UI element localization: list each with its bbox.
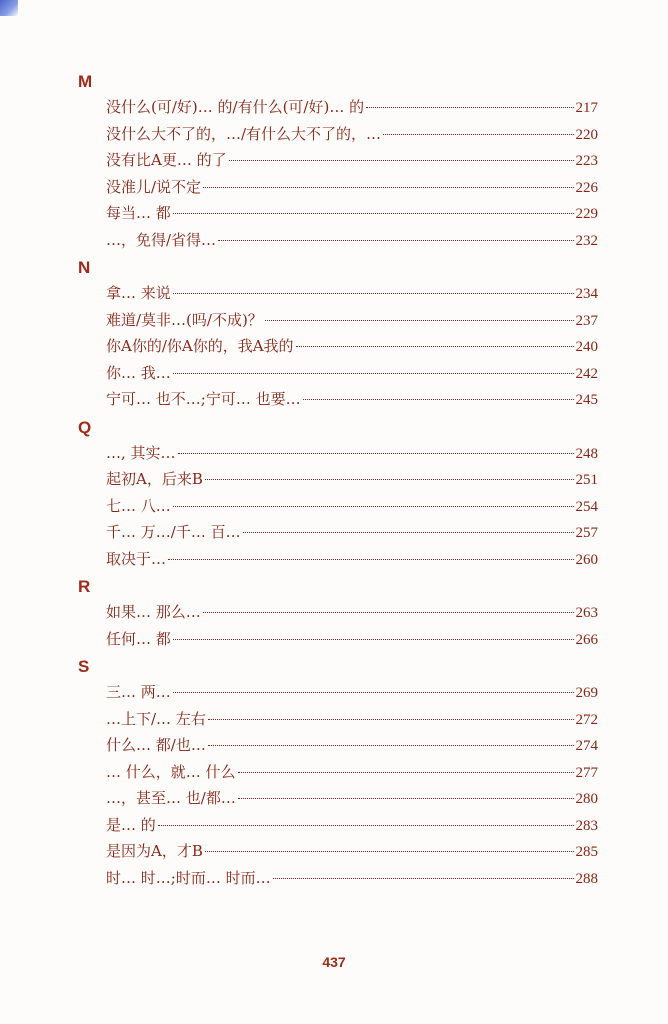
entry-page-number: 248 <box>575 445 598 462</box>
dotted-leader <box>173 639 574 640</box>
dotted-leader <box>238 798 574 799</box>
index-entry <box>106 280 598 307</box>
entry-text: 如果… 那么… <box>106 603 201 621</box>
dotted-leader <box>303 399 574 400</box>
dotted-leader <box>229 160 574 161</box>
dotted-leader <box>243 532 574 533</box>
dotted-leader <box>383 134 573 135</box>
index-entry <box>106 440 598 467</box>
entry-text: 没什么大不了的，…/有什么大不了的，… <box>106 124 382 143</box>
section-letter-s: S <box>78 657 90 676</box>
section-letter-n: N <box>78 258 91 277</box>
entry-page-number: 251 <box>575 472 598 488</box>
index-entry <box>106 759 598 786</box>
index-entry <box>106 360 598 387</box>
dotted-leader <box>173 692 574 693</box>
entry-text: … 什么，就… 什么 <box>106 762 236 781</box>
entry-page-number: 240 <box>575 339 598 355</box>
entry-page-number: 263 <box>575 605 598 621</box>
entry-page-number: 245 <box>575 392 598 408</box>
entry-text: 你… 我… <box>106 363 171 382</box>
entry-text: 取决于… <box>106 549 167 568</box>
dotted-leader <box>173 506 574 507</box>
dotted-leader <box>218 240 573 241</box>
index-entry <box>106 679 598 706</box>
index-entry <box>106 706 598 733</box>
section-letter-r: R <box>78 577 91 596</box>
index-entry <box>106 493 598 520</box>
entry-page-number: 217 <box>575 100 598 116</box>
entry-page-number: 280 <box>575 791 598 807</box>
page-number: 437 <box>322 954 346 970</box>
entry-text: 你A你的/你A你的，我A我的 <box>106 337 294 355</box>
entry-text: 每当… 都 <box>106 204 171 222</box>
index-entry <box>106 865 598 892</box>
index-entry <box>106 626 598 653</box>
entry-text: 难道/莫非…(吗/不成)？ <box>106 310 263 329</box>
index-entry <box>106 307 598 334</box>
entry-page-number: 232 <box>575 232 598 249</box>
entry-page-number: 288 <box>575 870 598 887</box>
entry-page-number: 266 <box>575 631 598 648</box>
dotted-leader <box>203 187 573 188</box>
index-entry <box>106 333 598 360</box>
dotted-leader <box>173 373 574 374</box>
entry-text: 是因为A，才B <box>106 842 203 860</box>
entry-page-number: 257 <box>575 525 598 541</box>
entry-page-number: 272 <box>575 711 598 728</box>
entry-text: 没有比A更… 的了 <box>106 151 227 169</box>
index-entry <box>106 200 598 227</box>
entry-page-number: 283 <box>575 817 598 834</box>
index-entry <box>106 227 598 254</box>
dotted-leader <box>265 320 574 321</box>
index-entry <box>106 386 598 413</box>
entry-page-number: 274 <box>575 738 598 754</box>
entry-page-number: 234 <box>575 286 598 302</box>
entry-text: 是… 的 <box>106 815 156 834</box>
dotted-leader <box>158 825 574 826</box>
entry-page-number: 237 <box>575 312 598 329</box>
entry-text: …，甚至… 也/都… <box>106 789 236 807</box>
entry-text: 什么… 都/也… <box>106 736 206 754</box>
entry-text: 拿… 来说 <box>106 284 171 302</box>
entry-text: 任何… 都 <box>106 629 171 648</box>
entry-text: …, 其实… <box>106 443 176 462</box>
index-entry <box>106 121 598 148</box>
index-entry <box>106 785 598 812</box>
grammar-index <box>78 70 598 891</box>
index-entry <box>106 174 598 201</box>
entry-page-number: 242 <box>575 365 598 382</box>
entry-page-number: 277 <box>575 764 598 781</box>
entry-text: 没准儿/说不定 <box>106 177 202 196</box>
dotted-leader <box>173 293 574 294</box>
entry-page-number: 223 <box>575 153 598 169</box>
dotted-leader <box>173 213 574 214</box>
entry-page-number: 220 <box>575 126 598 143</box>
index-entry <box>106 546 598 573</box>
entry-page-number: 260 <box>575 551 598 568</box>
section-letter-q: Q <box>78 417 92 437</box>
entry-text: 千… 万…/千… 百… <box>106 523 241 541</box>
entry-text: 时… 时…;时而… 时而… <box>106 868 271 887</box>
dotted-leader <box>238 772 574 773</box>
dotted-leader <box>205 851 574 852</box>
entry-text: 七… 八… <box>106 496 171 515</box>
entry-page-number: 285 <box>575 844 598 860</box>
section-letter-m: M <box>78 72 93 91</box>
entry-text: 三… 两… <box>106 683 171 701</box>
entry-page-number: 226 <box>575 179 598 196</box>
dotted-leader <box>178 453 574 454</box>
dotted-leader <box>208 719 574 720</box>
entry-text: 起初A，后来B <box>106 470 203 488</box>
dotted-leader <box>366 107 573 108</box>
index-entry <box>106 812 598 839</box>
dotted-leader <box>203 612 574 613</box>
entry-page-number: 269 <box>575 685 598 701</box>
entry-text: 宁可… 也不…;宁可… 也要… <box>106 390 301 408</box>
dotted-leader <box>205 479 574 480</box>
dotted-leader <box>168 559 573 560</box>
index-entry <box>106 147 598 174</box>
index-entry <box>106 466 598 493</box>
index-entry <box>106 519 598 546</box>
dotted-leader <box>273 878 574 879</box>
index-entry <box>106 94 598 121</box>
index-entry <box>106 732 598 759</box>
entry-page-number: 254 <box>575 498 598 515</box>
corner-blue-mark <box>0 0 18 16</box>
entry-text: 没什么(可/好)… 的/有什么(可/好)… 的 <box>106 98 365 116</box>
index-entry <box>106 599 598 626</box>
dotted-leader <box>208 745 574 746</box>
dotted-leader <box>296 346 574 347</box>
entry-text: …上下/… 左右 <box>106 709 206 728</box>
entry-page-number: 229 <box>575 206 598 222</box>
entry-text: …，免得/省得… <box>106 230 217 249</box>
index-entry <box>106 838 598 865</box>
